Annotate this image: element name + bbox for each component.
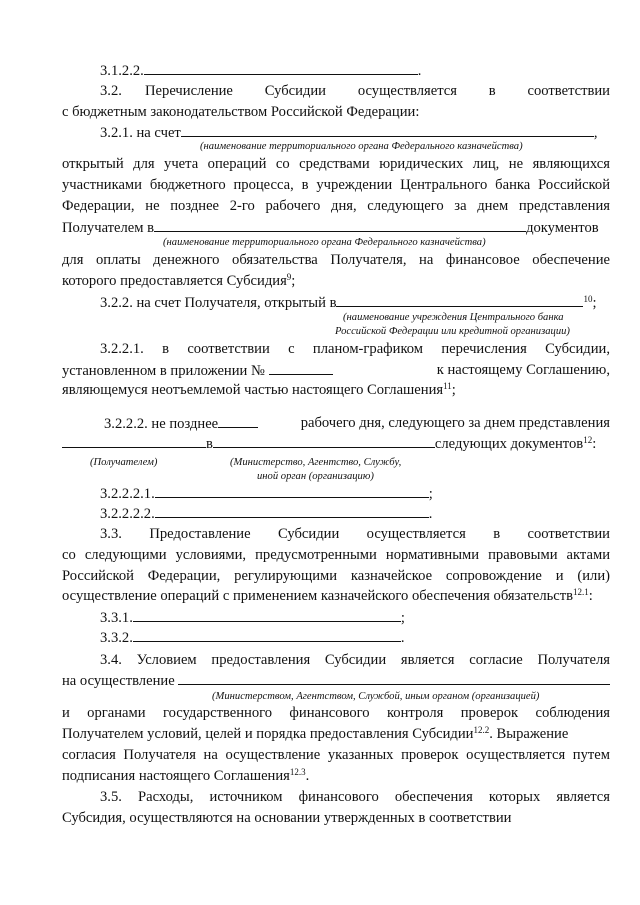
footnote-ref: 11 [443, 381, 452, 391]
ministry-blank-2 [178, 671, 610, 685]
clause-3-5-line2: Субсидия, осуществляются на основании утвержденных в соответствии [62, 810, 512, 826]
clause-3-3-line4: осуществление операций с применением казначейского обеспечения обязательств$^{12.1}$: [62, 587, 593, 604]
clause-3-2-2-1-line1: 3.2.2.1. в соответствии с планом-графиком перечисления Субсидии, [100, 341, 610, 357]
clause-3-4-line3: и органами государственного финансового контроля проверок соблюдения [62, 705, 610, 721]
caption-ministry-1: (Министерство, Агентство, Службу, [230, 457, 402, 468]
clause-3-4-line4: Получателем условий, целей и порядка предоставления Субсидии$^{12.2}$. Выражение [62, 725, 569, 742]
footnote-ref: 12.2 [473, 725, 490, 735]
footnote-ref: 12.1 [573, 587, 589, 597]
caption-treasury: (наименование территориального органа Федерального казначейства) [200, 141, 523, 152]
clause-3-5-line1: 3.5. Расходы, источником финансового обеспечения которых является [100, 789, 610, 805]
footnote-ref: 9 [286, 272, 292, 282]
clause-3-4-line5: согласия Получателя на осуществление указанных проверок осуществляется путем [62, 747, 610, 763]
blank-line [133, 628, 401, 642]
footnote-ref: 12 [583, 435, 593, 445]
clause-3-2-2-1-line2: установленном в приложении № к настоящему Соглашению, [62, 362, 610, 379]
clause-3-2-1-line6: для оплаты денежного обязательства Получателя, на финансовое обеспечение [62, 252, 610, 268]
caption-bank-1: (наименование учреждения Центрального банка [343, 312, 564, 323]
clause-3-3-1: 3.3.1. ; [100, 610, 405, 626]
blank-line [155, 504, 429, 518]
clause-3-4-line2: на осуществление [62, 671, 610, 690]
caption-ministry-2: иной орган (организацию) [257, 471, 374, 482]
footnote-ref: 10 [583, 294, 593, 304]
clause-3-2-1-line2: открытый для учета операций со средствами юридических лиц, не являющихся [62, 156, 610, 172]
clause-3-3-line2: со следующими условиями, предусмотренными нормативными правовыми актами [62, 547, 610, 563]
clause-3-2-1-line7: которого предоставляется Субсидия$^9$; [62, 272, 296, 289]
treasury-blank [181, 123, 594, 137]
clause-3-2-1-line4: Федерации, не позднее 2-го рабочего дня, следующего за днем представления [62, 198, 610, 214]
days-blank [218, 414, 258, 428]
blank-line [155, 484, 429, 498]
caption-treasury-2: (наименование территориального органа Федерального казначейства) [163, 237, 486, 248]
caption-bank-2: Российской Федерации или кредитной организации) [335, 326, 570, 337]
appendix-number-blank [269, 361, 333, 375]
caption-recipient: (Получателем) [90, 457, 158, 468]
blank-line [133, 608, 401, 622]
bank-blank [336, 293, 583, 307]
clause-3-2-2-2-line2: в следующих документов$^{12}$: [62, 434, 596, 453]
caption-ministry-3: (Министерством, Агентством, Службой, иным органом (организацией) [212, 691, 540, 702]
clause-3-3-2: 3.3.2. . [100, 630, 405, 646]
recipient-blank [62, 434, 206, 448]
clause-3-2-line1: Перечисление Субсидии осуществляется в соответствии [145, 83, 610, 99]
clause-3-2-1: 3.2.1. на счет , [100, 125, 598, 141]
clause-3-2-line2: с бюджетным законодательством Российской Федерации: [62, 104, 420, 120]
clause-3-2-number: 3.2. [100, 83, 122, 99]
clause-3-2-2-2-2: 3.2.2.2.2. . [100, 506, 433, 522]
ministry-blank [213, 434, 435, 448]
blank-line [144, 61, 418, 75]
footnote-ref: 12.3 [289, 767, 306, 777]
clause-3-2-2-2-line1: 3.2.2.2. не позднее рабочего дня, следующего за днем представления [104, 415, 610, 432]
clause-3-3-line3: Российской Федерации, регулирующими казначейское сопровождение и (или) [62, 568, 610, 584]
clause-3-1-2-2: 3.1.2.2. . [100, 63, 422, 79]
clause-3-2-2-1-line3: являющемуся неотъемлемой частью настоящего Соглашения$^{11}$; [62, 381, 456, 398]
clause-3-4-line6: подписания настоящего Соглашения$^{12.3}$. [62, 767, 310, 784]
clause-3-2-1-line3: участниками бюджетного процесса, в учреждении Центрального банка Российской [62, 177, 610, 193]
clause-3-2-2: 3.2.2. на счет Получателя, открытый в $^{10}$; [100, 294, 597, 311]
clause-3-2-1-line5: Получателем в документов [62, 220, 599, 236]
treasury-blank-2 [154, 218, 526, 232]
clause-3-3-line1: 3.3. Предоставление Субсидии осуществляется в соответствии [100, 526, 610, 542]
clause-3-2-2-2-1: 3.2.2.2.1. ; [100, 486, 433, 502]
clause-3-4-line1: 3.4. Условием предоставления Субсидии является согласие Получателя [100, 652, 610, 668]
